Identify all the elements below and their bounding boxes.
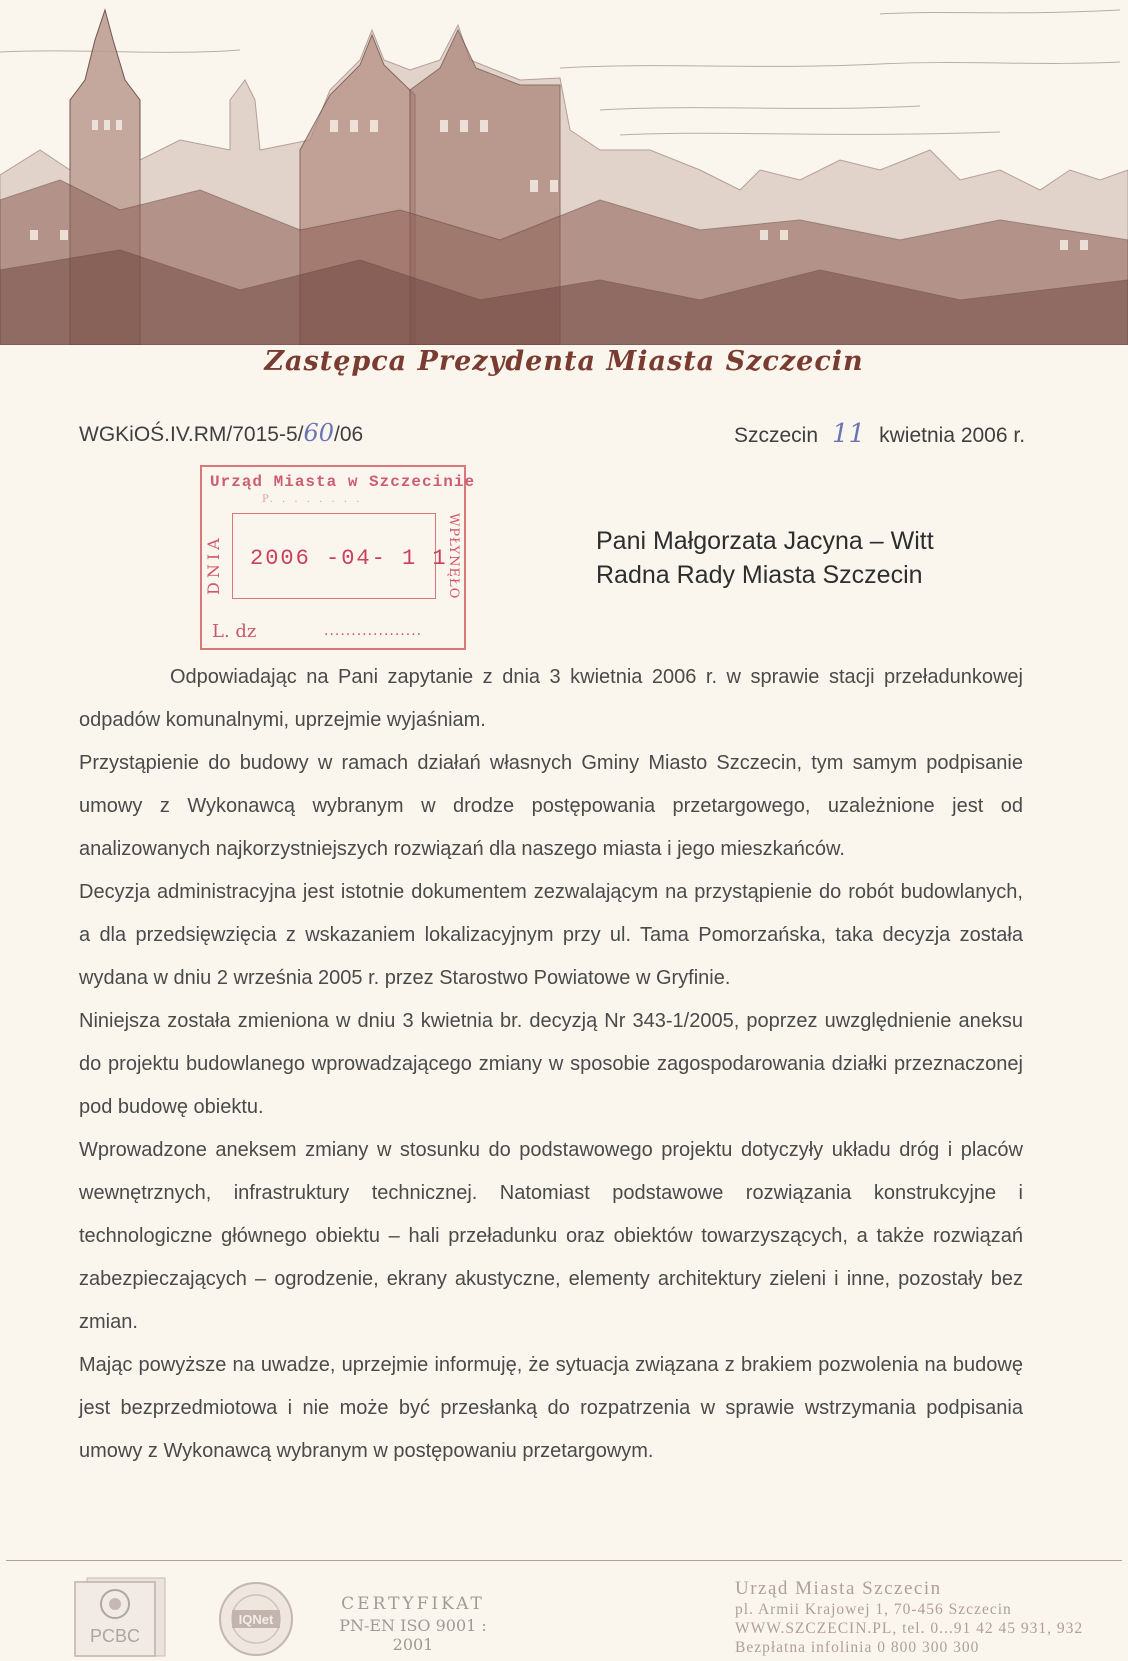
contact-hotline: Bezpłatna infolinia 0 800 300 300 — [735, 1639, 980, 1656]
stamp-ldz-dots: .................. — [324, 623, 423, 639]
body-paragraph: Niniejsza została zmieniona w dniu 3 kwietnia br. decyzją Nr 343-1/2005, poprzez uwzględnienie aneksu do projektu budowlanego wprowadzającego zmiany w sposobie zagospodarowania działki przeznaczonej pod budowę obiektu. — [79, 1010, 1023, 1118]
addressee-name: Pani Małgorzata Jacyna – Witt — [596, 527, 934, 555]
body-paragraph: Odpowiadając na Pani zapytanie z dnia 3 kwietnia 2006 r. w sprawie stacji przeładunkowej odpadów komunalnymi, uprzejmie wyjaśniam. — [79, 666, 1023, 731]
stamp-date: 2006 -04- 1 1 — [250, 546, 448, 571]
addressee — [596, 524, 934, 592]
certificate-title: CERTYFIKAT — [341, 1594, 485, 1614]
handwritten-reference-number: 60 — [303, 419, 335, 447]
contact-address: pl. Armii Krajowej 1, 70-456 Szczecin — [735, 1601, 1012, 1618]
date-city: Szczecin — [734, 424, 819, 447]
body-paragraph: Wprowadzone aneksem zmiany w stosunku do podstawowego projektu dotyczyły układu dróg i placów wewnętrznych, infrastruktury technicznej. Natomiast podstawowe rozwiązania konstrukcyjne i technologiczne głównego obiektu – hali przeładunku oraz obiektów towarzyszących, a także rozwiązań zabezpieczających – ogrodzenie, ekrany akustyczne, elementy architektury zieleni i inne, pozostały bez zmian. — [79, 1139, 1023, 1333]
contact-block — [735, 1578, 1083, 1657]
pcbc-certification-logo — [73, 1576, 169, 1658]
letter-body — [79, 656, 1023, 1473]
stamp-sub: P. . . . . . . . — [262, 494, 363, 505]
reference-number — [79, 419, 363, 447]
stamp-received-label: WPŁYNĘŁO — [446, 513, 461, 600]
certificate-standard: PN-EN ISO 9001 : 2001 — [339, 1616, 487, 1654]
reference-prefix: WGKiOŚ.IV.RM/7015-5/ — [79, 423, 304, 446]
body-paragraph: Decyzja administracyjna jest istotnie dokumentem zezwalającym na przystąpienie do robót budowlanych, a dla przedsięwzięcia z wskazaniem lokalizacyjnym przy ul. Tama Pomorzańska, taka decyzja została wydana w dniu 2 września 2005 r. przez Starostwo Powiatowe w Gryfinie. — [79, 881, 1023, 989]
stamp-ldz-label: L. dz — [212, 621, 257, 642]
contact-office-name: Urząd Miasta Szczecin — [735, 1578, 942, 1599]
body-paragraph: Mając powyższe na uwadze, uprzejmie informuję, że sytuacja związana z brakiem pozwolenia na budowę jest bezprzedmiotowa i nie może być przesłanką do rozpatrzenia w sprawie wstrzymania podpisania umowy z Wykonawcą wybranym w postępowaniu przetargowym. — [79, 1354, 1023, 1462]
stamp-dnia-label: DNIA — [204, 534, 223, 595]
body-paragraph: Przystąpienie do budowy w ramach działań własnych Gminy Miasto Szczecin, tym samym podpisanie umowy z Wykonawcą wybranym w drodze postępowania przetargowego, uzależnione jest od analizowanych najkorzystniejszych rozwiązań dla naszego miasta i jego mieszkańców. — [79, 752, 1023, 860]
date-month-year: kwietnia 2006 r. — [879, 424, 1026, 447]
iqnet-certification-logo — [214, 1580, 298, 1658]
handwritten-day: 11 — [832, 419, 866, 449]
svg-text:PCBC: PCBC — [89, 1626, 141, 1646]
sender-title: Zastępca Prezydenta Miasta Szczecin — [264, 346, 864, 377]
addressee-role: Radna Rady Miasta Szczecin — [596, 561, 923, 589]
stamp-org: Urząd Miasta w Szczecinie — [210, 473, 476, 491]
contact-web-phone: WWW.SZCZECIN.PL, tel. 0...91 42 45 931, 932 — [735, 1620, 1084, 1637]
letter-date — [734, 419, 1025, 449]
svg-text:IQNet: IQNet — [238, 1612, 274, 1627]
certificate-block — [318, 1594, 508, 1654]
city-panorama-illustration — [0, 0, 1128, 345]
reference-suffix: /06 — [334, 423, 364, 446]
received-stamp — [200, 465, 476, 650]
footer-divider — [6, 1560, 1122, 1561]
